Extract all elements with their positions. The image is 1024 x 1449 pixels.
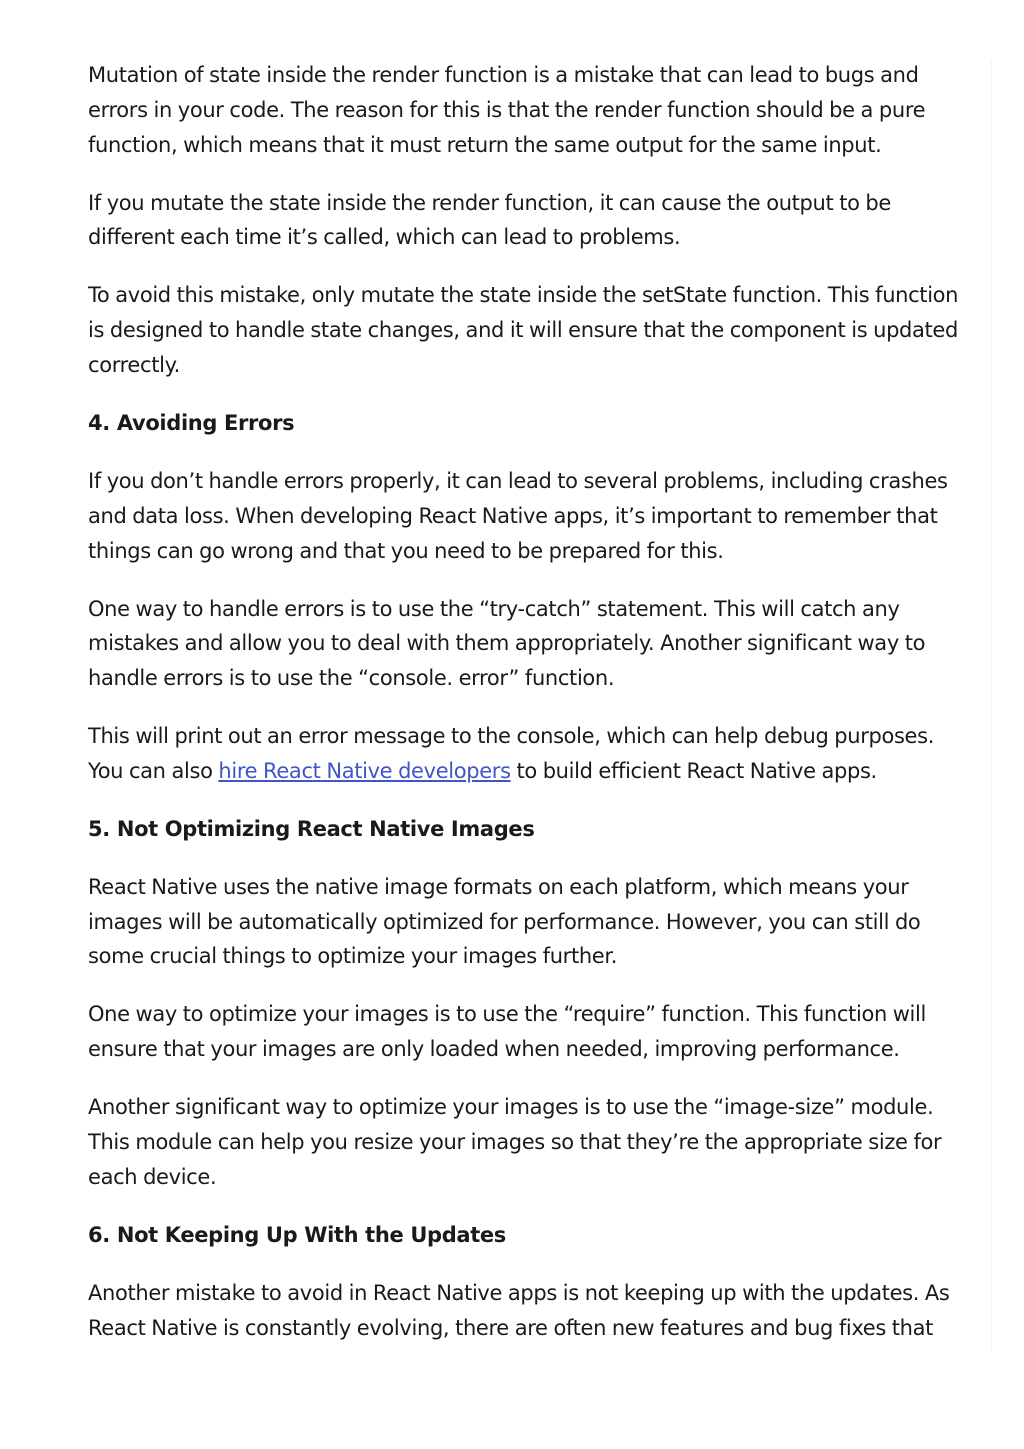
hire-developers-link[interactable]: hire React Native developers <box>218 758 511 783</box>
paragraph-image-formats: React Native uses the native image formats on each platform, which means your images will be automatically optimized for performance. However, you can still do some crucial things to optimize your images further. <box>88 874 921 969</box>
paragraph-render-mutation: Mutation of state inside the render function is a mistake that can lead to bugs and errors in your code. The reason for this is that the render function should be a pure function, which means that it must return the same output for the same input. <box>88 63 926 157</box>
heading-optimizing-images: 5. Not Optimizing React Native Images <box>88 816 535 841</box>
heading-keeping-up-updates: 6. Not Keeping Up With the Updates <box>88 1222 506 1247</box>
paragraph-setstate: To avoid this mistake, only mutate the state inside the setState function. This function is designed to handle state changes, and it will ensure that the component is updated correctly. <box>88 283 959 377</box>
paragraph-text-after-link: to build efficient React Native apps. <box>510 758 877 783</box>
page-edge-divider <box>991 60 992 1350</box>
article-body <box>88 58 968 1369</box>
paragraph-console-error <box>88 719 968 789</box>
paragraph-error-handling: If you don’t handle errors properly, it can lead to several problems, including crashes and data loss. When developing React Native apps, it’s important to remember that things can go wrong and that you need to be prepared for this. <box>88 468 948 563</box>
paragraph-try-catch: One way to handle errors is to use the “try-catch” statement. This will catch any mistakes and allow you to deal with them appropriately. Another significant way to handle errors is to use the “console. error” function. <box>88 596 926 691</box>
paragraph-image-size-module: Another significant way to optimize your images is to use the “image-size” module. This module can help you resize your images so that they’re the appropriate size for each device. <box>88 1095 942 1189</box>
paragraph-text-before-link: This will print out an error message to the console, which can help debug purposes. You can also <box>88 724 935 783</box>
heading-avoiding-errors: 4. Avoiding Errors <box>88 410 295 435</box>
paragraph-mutate-output: If you mutate the state inside the render function, it can cause the output to be different each time it’s called, which can lead to problems. <box>88 190 891 250</box>
paragraph-require-function: One way to optimize your images is to use the “require” function. This function will ensure that your images are only loaded when needed, improving performance. <box>88 1002 927 1062</box>
paragraph-updates: Another mistake to avoid in React Native apps is not keeping up with the updates. As React Native is constantly evolving, there are often new features and bug fixes that <box>88 1280 950 1340</box>
